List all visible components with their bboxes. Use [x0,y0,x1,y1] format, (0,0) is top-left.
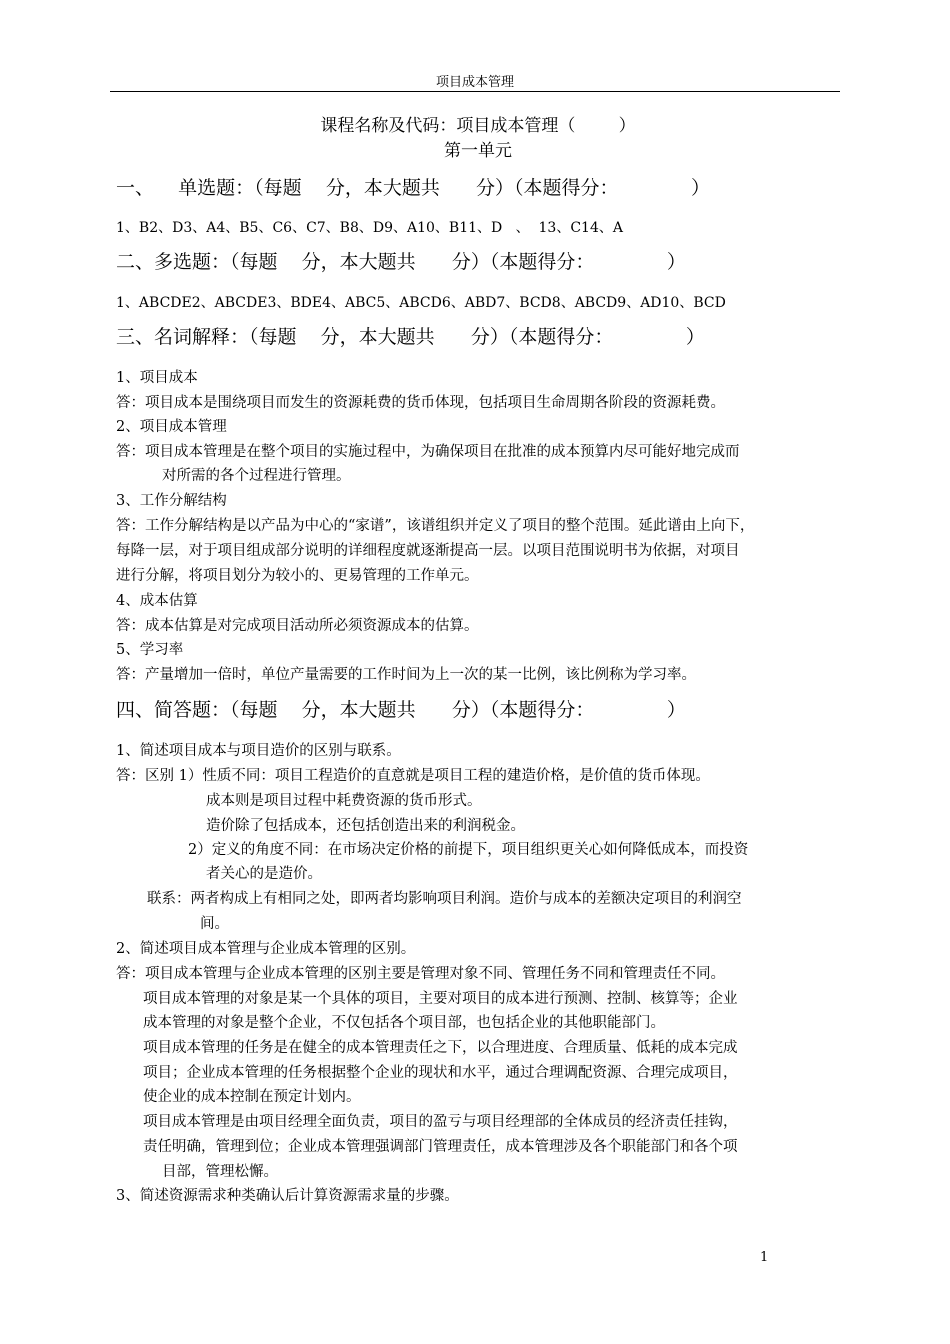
short-answer-text: 联系：两者构成上有相同之处，即两者均影响项目利润。造价与成本的差额决定项目的利润空 [147,891,742,907]
term-answer: 答：工作分解结构是以产品为中心的“家谱”，该谱组织并定义了项目的整个范围。延此谱由上向下， [116,518,755,534]
term-answer-continued: 进行分解，将项目划分为较小的、更易管理的工作单元。 [116,568,479,584]
short-answer-text: 成本则是项目过程中耗费资源的货币形式。 [206,793,482,809]
header-rule [110,91,840,92]
short-answer-text: 责任明确，管理到位；企业成本管理强调部门管理责任，成本管理涉及各个职能部门和各个项 [143,1139,738,1155]
term-answer-continued: 每降一层，对于项目组成部分说明的详细程度就逐渐提高一层。以项目范围说明书为依据，对项目 [116,543,740,559]
short-answer-text: 答：区别 1）性质不同：项目工程造价的直意就是项目工程的建造价格，是价值的货币体现。 [116,768,710,784]
section-heading-multi-choice: 二、多选题：（每题 分，本大题共 分）（本题得分： ） [116,251,686,273]
short-answer-text: 2）定义的角度不同：在市场决定价格的前提下，项目组织更关心如何降低成本，而投资 [188,842,749,858]
page-number: 1 [760,1250,769,1265]
short-answer-text: 者关心的是造价。 [206,866,322,882]
section-heading-term-definitions: 三、名词解释：（每题 分，本大题共 分）（本题得分： ） [116,326,705,348]
term-answer: 答：产量增加一倍时，单位产量需要的工作时间为上一次的某一比例，该比例称为学习率。 [116,667,696,683]
single-choice-answers: 1、B2、D3、A4、B5、C6、C7、B8、D9、A10、B11、D 、 13、C14、A [116,220,623,236]
term-answer: 答：项目成本是围绕项目而发生的资源耗费的货币体现，包括项目生命周期各阶段的资源耗费。 [116,395,725,411]
short-answer-text: 项目成本管理是由项目经理全面负责，项目的盈亏与项目经理部的全体成员的经济责任挂钩， [143,1114,738,1130]
running-header: 项目成本管理 [435,75,514,90]
short-answer-question: 1、简述项目成本与项目造价的区别与联系。 [116,743,401,759]
short-answer-text: 答：项目成本管理与企业成本管理的区别主要是管理对象不同、管理任务不同和管理责任不同。 [116,966,725,982]
course-title-line: 课程名称及代码：项目成本管理（ ） [320,116,636,136]
term-answer: 答：项目成本管理是在整个项目的实施过程中，为确保项目在批准的成本预算内尽可能好地完成而 [116,444,740,460]
unit-title: 第一单元 [444,141,512,161]
short-answer-text: 项目成本管理的对象是某一个具体的项目，主要对项目的成本进行预测、控制、核算等；企业 [143,991,738,1007]
short-answer-question: 3、简述资源需求种类确认后计算资源需求量的步骤。 [116,1188,459,1204]
term-question: 1、项目成本 [116,370,198,386]
short-answer-question: 2、简述项目成本管理与企业成本管理的区别。 [116,941,416,957]
multi-choice-answers: 1、ABCDE2、ABCDE3、BDE4、ABC5、ABCD6、ABD7、BCD8、ABCD9、AD10、BCD [116,295,726,311]
short-answer-text: 造价除了包括成本，还包括创造出来的利润税金。 [206,818,525,834]
term-question: 4、成本估算 [116,593,198,609]
term-answer-continued: 对所需的各个过程进行管理。 [162,468,351,484]
short-answer-text: 间。 [200,916,229,932]
section-heading-short-answer: 四、简答题：（每题 分，本大题共 分）（本题得分： ） [116,699,686,721]
short-answer-text: 项目成本管理的任务是在健全的成本管理责任之下，以合理进度、合理质量、低耗的成本完成 [143,1040,738,1056]
section-heading-single-choice: 一、 单选题：（每题 分，本大题共 分）（本题得分： ） [116,177,711,199]
term-question: 2、项目成本管理 [116,419,227,435]
term-answer: 答：成本估算是对完成项目活动所必须资源成本的估算。 [116,618,479,634]
short-answer-text: 使企业的成本控制在预定计划内。 [143,1089,361,1105]
short-answer-text: 项目；企业成本管理的任务根据整个企业的现状和水平，通过合理调配资源、合理完成项目， [143,1065,738,1081]
short-answer-text: 成本管理的对象是整个企业，不仅包括各个项目部，也包括企业的其他职能部门。 [143,1015,665,1031]
term-question: 5、学习率 [116,642,184,658]
short-answer-text: 目部，管理松懈。 [162,1164,278,1180]
term-question: 3、工作分解结构 [116,493,227,509]
